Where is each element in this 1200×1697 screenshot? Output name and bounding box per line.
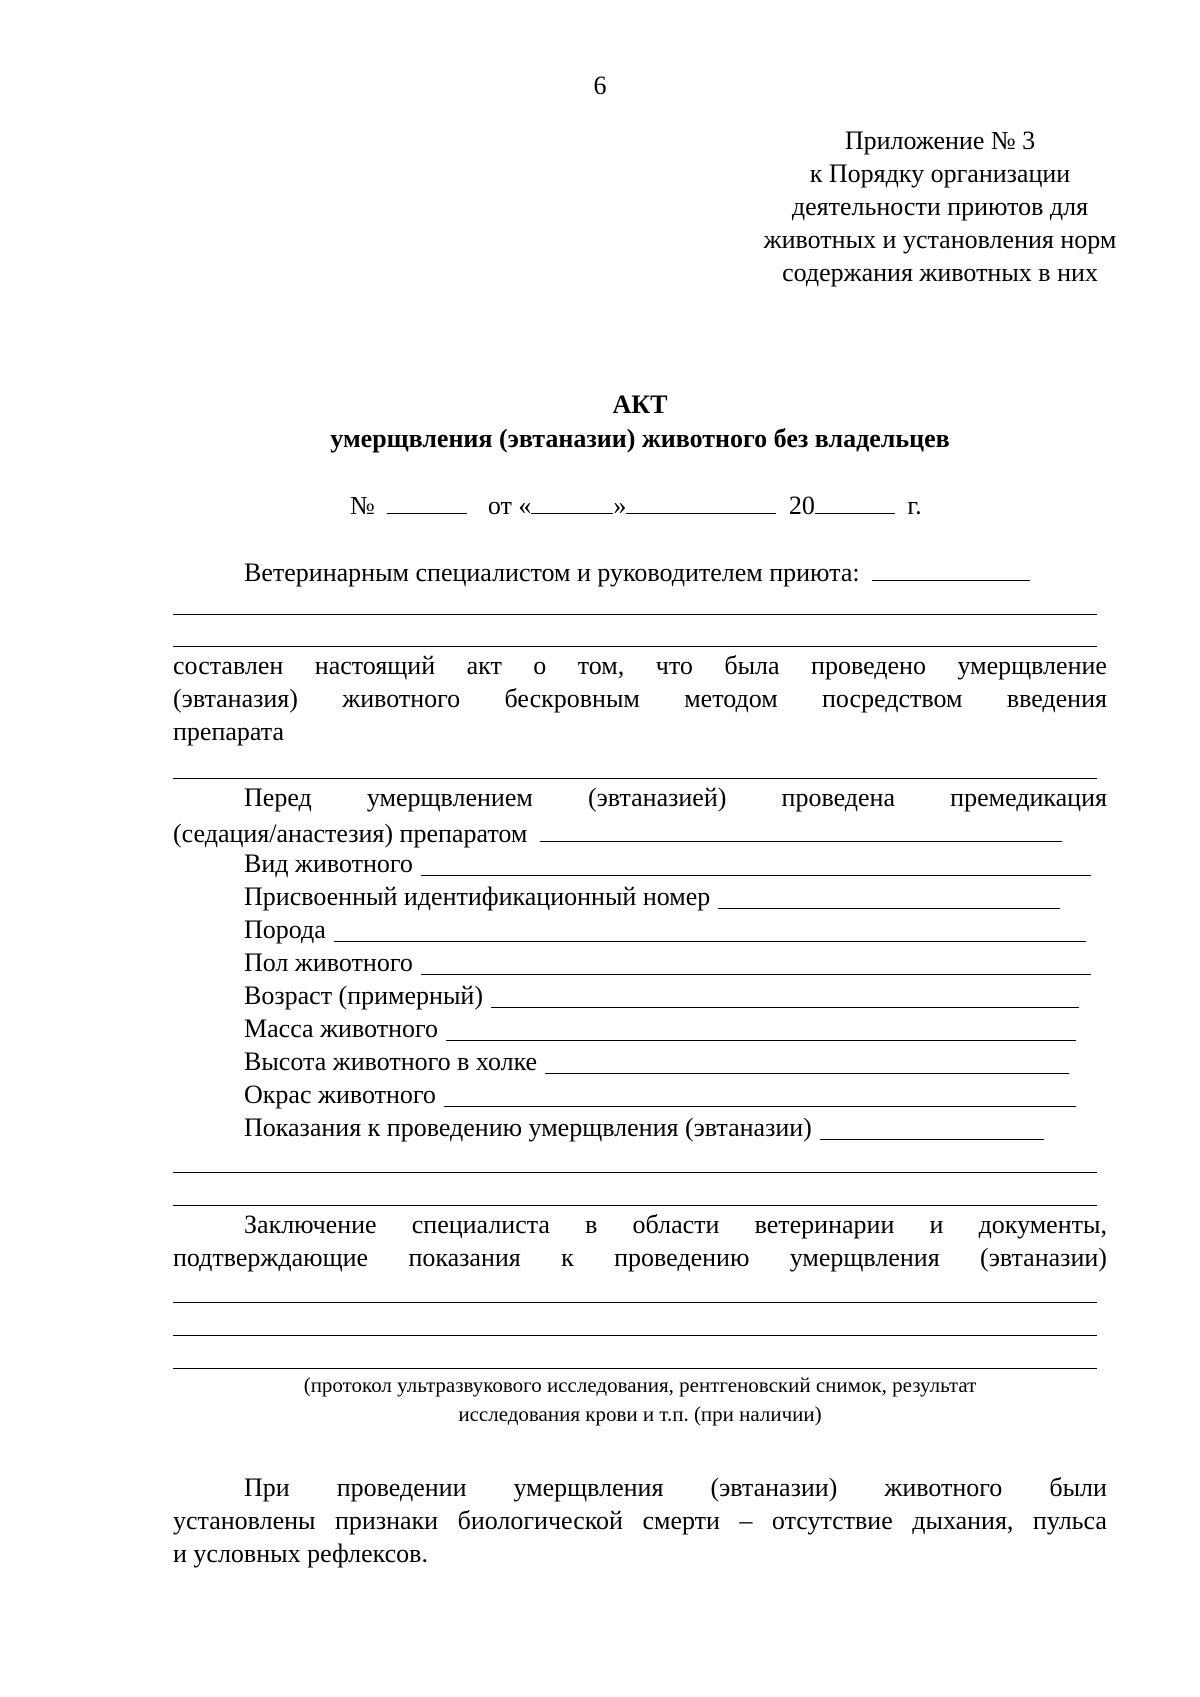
field-label: Вид животного [244, 849, 413, 878]
intro-text [244, 554, 1030, 589]
field-label: Показания к проведению умерщвления (эвтаназии) [244, 1113, 812, 1142]
year-prefix: 20 [788, 491, 815, 520]
field-sex [244, 947, 1091, 979]
field-weight [244, 1013, 1076, 1045]
blank-line[interactable] [173, 646, 1097, 647]
field-label: Пол животного [244, 948, 413, 977]
premed-line-2 [173, 815, 1062, 850]
field-label: Присвоенный идентификационный номер [244, 882, 711, 911]
field-label: Возраст (примерный) [244, 981, 483, 1010]
field-indications [244, 1112, 1044, 1144]
year-field[interactable] [815, 487, 895, 514]
field-label: Окрас животного [244, 1080, 436, 1109]
date-prefix: от « [487, 491, 532, 520]
field-input[interactable] [545, 1073, 1069, 1074]
day-field[interactable] [531, 487, 613, 514]
appendix-line-5: содержания животных в них [782, 258, 1098, 287]
statement-line-3: препарата [173, 717, 284, 746]
field-label: Высота животного в холке [244, 1047, 538, 1076]
field-input[interactable] [718, 908, 1060, 909]
field-label: Масса животного [244, 1014, 439, 1043]
appendix-line-3: деятельности приютов для [791, 192, 1089, 221]
field-color [244, 1079, 1076, 1111]
blank-line[interactable] [173, 1335, 1097, 1336]
month-field[interactable] [626, 487, 776, 514]
field-input[interactable] [421, 875, 1091, 876]
final-line-2: установлены признаки биологической смерти – отсутствие дыхания, пульса [173, 1506, 1107, 1535]
blank-line[interactable] [173, 1302, 1097, 1303]
number-date-line [350, 487, 922, 522]
premed-drug-field[interactable] [540, 815, 1062, 842]
final-line-1: При проведении умерщвления (эвтаназии) животного были [244, 1473, 1107, 1502]
statement-line-2: (эвтаназия) животного бескровным методом посредством введения [173, 684, 1107, 713]
conclusion-line-1: Заключение специалиста в области ветеринарии и документы, [244, 1210, 1107, 1239]
year-suffix: г. [907, 491, 922, 520]
specialists-field[interactable] [872, 554, 1030, 581]
final-line-3: и условных рефлексов. [173, 1539, 428, 1568]
blank-line[interactable] [173, 614, 1097, 615]
intro-label: Ветеринарным специалистом и руководителем приюта: [244, 558, 860, 587]
field-breed [244, 914, 1086, 946]
conclusion-line-2: подтверждающие показания к проведению умерщвления (эвтаназии) [173, 1243, 1107, 1272]
field-label: Порода [244, 915, 326, 944]
blank-line[interactable] [173, 1368, 1097, 1369]
note-line-2: исследования крови и т.п. (при наличии) [458, 1402, 822, 1426]
premed-label: (седация/анастезия) препаратом [173, 819, 528, 848]
number-sign: № [350, 491, 375, 520]
appendix-line-4: животных и установления норм [763, 225, 1117, 254]
doc-subtitle: умерщвления (эвтаназии) животного без владельцев [330, 424, 950, 453]
field-input[interactable] [444, 1106, 1076, 1107]
note-line-1: (протокол ультразвукового исследования, рентгеновский снимок, результат [303, 1373, 977, 1397]
doc-title: АКТ [612, 390, 668, 419]
premed-line-1: Перед умерщвлением (эвтаназией) проведена премедикация [244, 783, 1107, 812]
field-age [244, 980, 1079, 1012]
statement-line-1: составлен настоящий акт о том, что была проведено умерщвление [173, 651, 1107, 680]
appendix-line-2: к Порядку организации [809, 159, 1071, 188]
page-number: 6 [593, 71, 607, 100]
blank-line[interactable] [173, 1172, 1097, 1173]
date-close-quote: » [613, 491, 627, 520]
field-input[interactable] [446, 1040, 1076, 1041]
drug-field[interactable] [173, 778, 1097, 779]
field-input[interactable] [421, 974, 1091, 975]
field-height [244, 1046, 1069, 1078]
field-input[interactable] [820, 1139, 1044, 1140]
field-species [244, 848, 1091, 880]
blank-line[interactable] [173, 1205, 1097, 1206]
appendix-line-1: Приложение № 3 [844, 126, 1036, 155]
act-number-field[interactable] [387, 487, 467, 514]
field-input[interactable] [334, 941, 1086, 942]
field-input[interactable] [491, 1007, 1079, 1008]
field-id-number [244, 881, 1060, 913]
